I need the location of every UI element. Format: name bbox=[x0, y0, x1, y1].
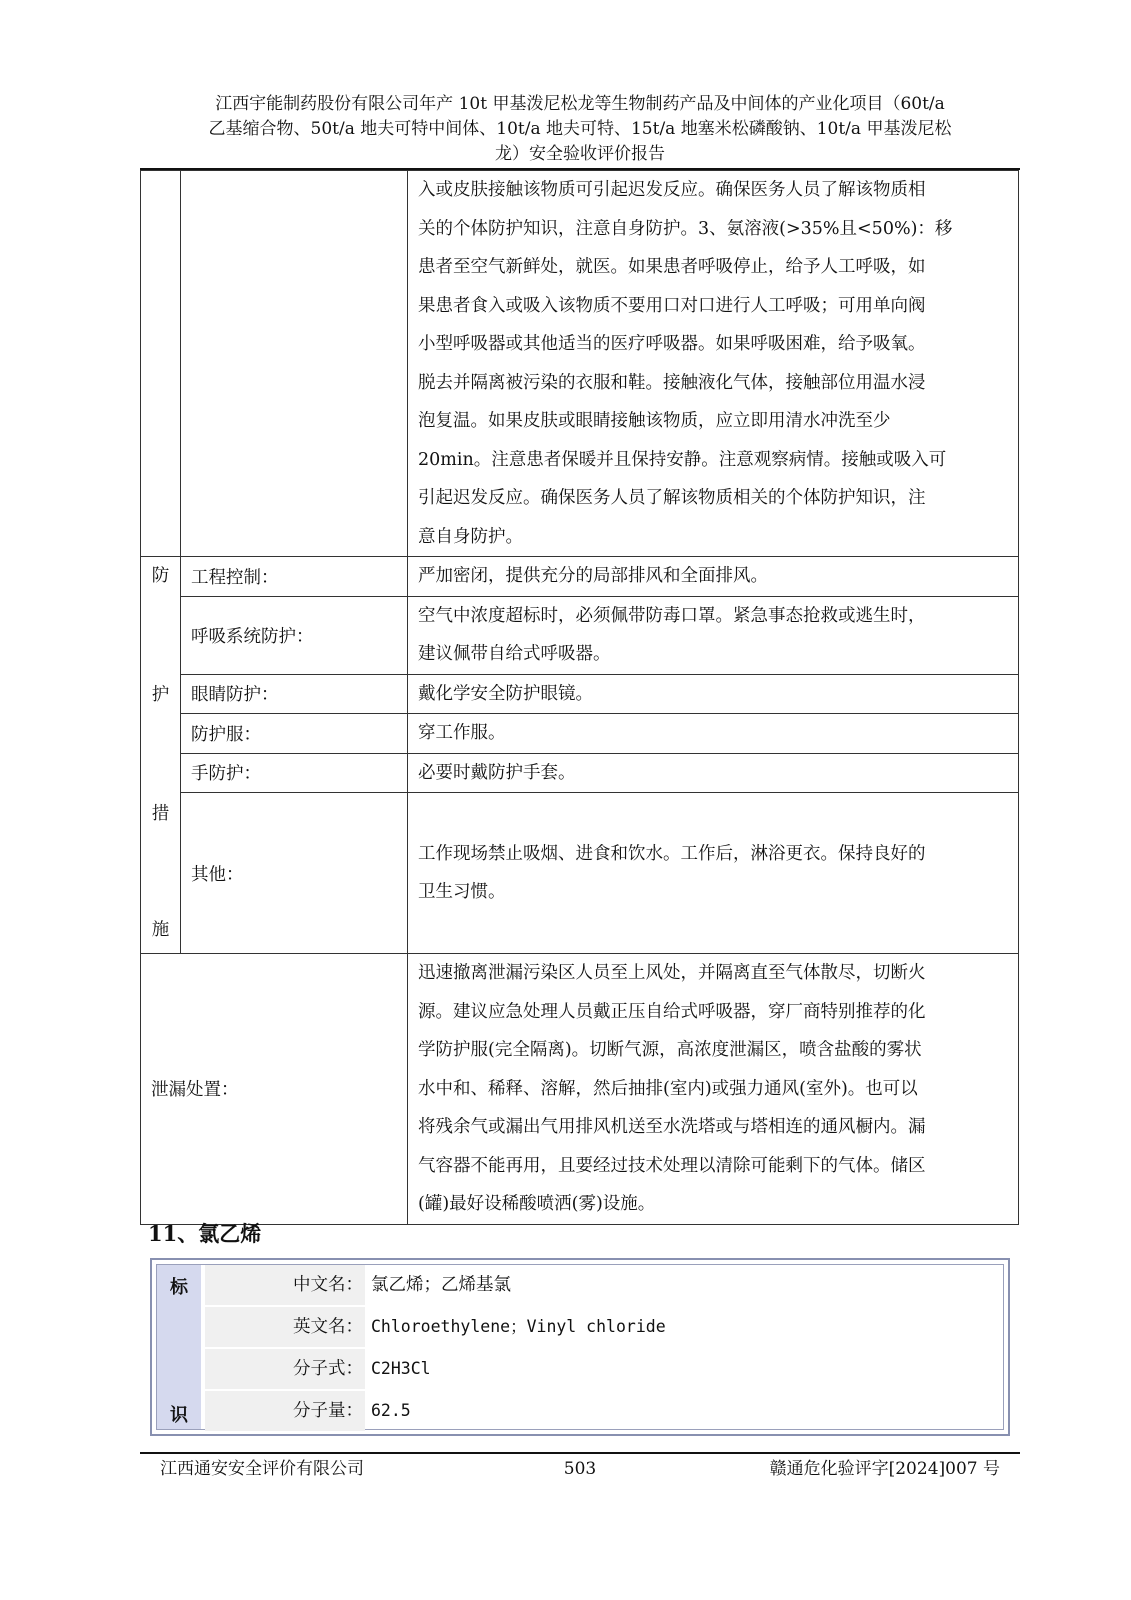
identification-value: 62.5 bbox=[371, 1401, 411, 1420]
side-char: 施 bbox=[151, 920, 170, 940]
text-line: 引起迟发反应。确保医务人员了解该物质相关的个体防护知识，注 bbox=[418, 488, 926, 508]
empty-cell bbox=[141, 171, 181, 557]
leak-handling-row bbox=[141, 954, 1019, 1225]
text-line: (罐)最好设稀酸喷洒(雾)设施。 bbox=[418, 1194, 656, 1214]
text-line: 泡复温。如果皮肤或眼睛接触该物质，应立即用清水冲洗至少 bbox=[418, 411, 891, 431]
protection-side-label bbox=[141, 557, 181, 954]
protection-value bbox=[408, 714, 1019, 754]
text-line: 卫生习惯。 bbox=[418, 882, 506, 902]
protection-row bbox=[141, 596, 1019, 674]
footer-company: 江西通安安全评价有限公司 bbox=[160, 1459, 364, 1479]
identification-label: 分子式： bbox=[205, 1349, 365, 1389]
text-line: 戴化学安全防护眼镜。 bbox=[418, 683, 593, 704]
text-line: 源。建议应急处理人员戴正压自给式呼吸器，穿厂商特别推荐的化 bbox=[418, 1001, 926, 1022]
protection-row bbox=[141, 793, 1019, 954]
side-char: 识 bbox=[170, 1405, 188, 1426]
identification-side-label bbox=[157, 1265, 201, 1429]
empty-cell bbox=[181, 171, 408, 557]
identification-label: 分子量： bbox=[205, 1391, 365, 1431]
identification-value: 氯乙烯；乙烯基氯 bbox=[371, 1275, 511, 1295]
protection-label: 眼睛防护： bbox=[181, 674, 408, 714]
text-line: 气容器不能再用，且要经过技术处理以清除可能剩下的气体。储区 bbox=[418, 1155, 926, 1176]
header-title-line: 江西宇能制药股份有限公司年产 10t 甲基泼尼松龙等生物制药产品及中间体的产业化项目（60t/a bbox=[215, 94, 945, 114]
text-line: 学防护服(完全隔离)。切断气源，高浓度泄漏区，喷含盐酸的雾状 bbox=[418, 1040, 922, 1060]
text-line: 工作现场禁止吸烟、进食和饮水。工作后，淋浴更衣。保持良好的 bbox=[418, 843, 926, 864]
leak-handling-text bbox=[408, 954, 1019, 1225]
protection-value bbox=[408, 596, 1019, 674]
identification-row bbox=[205, 1265, 1003, 1305]
protection-row bbox=[141, 674, 1019, 714]
header-title-line: 龙）安全验收评价报告 bbox=[495, 144, 665, 164]
identification-value: C2H3Cl bbox=[371, 1359, 431, 1378]
side-char: 防 bbox=[151, 566, 170, 586]
text-line: 患者至空气新鲜处，就医。如果患者呼吸停止，给予人工呼吸，如 bbox=[418, 257, 926, 277]
first-aid-text bbox=[408, 171, 1019, 557]
side-char: 标 bbox=[170, 1277, 188, 1298]
protection-value bbox=[408, 753, 1019, 793]
side-char: 护 bbox=[151, 685, 170, 705]
protection-row bbox=[141, 753, 1019, 793]
protection-label: 手防护： bbox=[181, 753, 408, 793]
text-line: 关的个体防护知识，注意自身防护。3、氨溶液(>35%且<50%)：移 bbox=[418, 218, 953, 239]
protection-value bbox=[408, 793, 1019, 954]
identification-row bbox=[205, 1307, 1003, 1347]
protection-value bbox=[408, 674, 1019, 714]
first-aid-row bbox=[141, 171, 1019, 557]
protection-label: 其他： bbox=[181, 793, 408, 954]
identification-row bbox=[205, 1391, 1003, 1431]
text-line: 水中和、稀释、溶解，然后抽排(室内)或强力通风(室外)。也可以 bbox=[418, 1078, 918, 1099]
leak-handling-label: 泄漏处置： bbox=[141, 954, 408, 1225]
safety-data-table bbox=[140, 170, 1019, 1225]
text-line: 意自身防护。 bbox=[418, 526, 523, 547]
header-title-line: 乙基缩合物、50t/a 地夫可特中间体、10t/a 地夫可特、15t/a 地塞米松磷酸钠、10t/a 甲基泼尼松 bbox=[208, 119, 952, 139]
identification-label: 英文名： bbox=[205, 1307, 365, 1347]
text-line: 空气中浓度超标时，必须佩带防毒口罩。紧急事态抢救或逃生时， bbox=[418, 605, 926, 626]
protection-label: 防护服： bbox=[181, 714, 408, 754]
text-line: 必要时戴防护手套。 bbox=[418, 762, 576, 783]
identification-label: 中文名： bbox=[205, 1265, 365, 1305]
page-number: 503 bbox=[563, 1459, 597, 1479]
text-line: 20min。注意患者保暖并且保持安静。注意观察病情。接触或吸入可 bbox=[418, 449, 947, 470]
identification-row bbox=[205, 1349, 1003, 1389]
text-line: 果患者食入或吸入该物质不要用口对口进行人工呼吸；可用单向阀 bbox=[418, 295, 926, 316]
protection-label: 工程控制： bbox=[181, 557, 408, 597]
protection-row bbox=[141, 557, 1019, 597]
protection-label: 呼吸系统防护： bbox=[181, 596, 408, 674]
side-char: 措 bbox=[151, 804, 170, 824]
page-footer bbox=[140, 1454, 1020, 1484]
text-line: 小型呼吸器或其他适当的医疗呼吸器。如果呼吸困难，给予吸氧。 bbox=[418, 334, 926, 354]
text-line: 建议佩带自给式呼吸器。 bbox=[418, 644, 611, 664]
footer-doc-number: 赣通危化验评字[2024]007 号 bbox=[769, 1459, 1000, 1479]
text-line: 脱去并隔离被污染的衣服和鞋。接触液化气体，接触部位用温水浸 bbox=[418, 372, 926, 393]
protection-value bbox=[408, 557, 1019, 597]
text-line: 严加密闭，提供充分的局部排风和全面排风。 bbox=[418, 566, 768, 586]
section-title: 11、氯乙烯 bbox=[148, 1221, 262, 1246]
protection-row bbox=[141, 714, 1019, 754]
identification-table bbox=[150, 1258, 1010, 1436]
text-line: 迅速撤离泄漏污染区人员至上风处，并隔离直至气体散尽，切断火 bbox=[418, 963, 926, 983]
text-line: 穿工作服。 bbox=[418, 723, 506, 743]
page-header bbox=[140, 92, 1020, 167]
identification-value: Chloroethylene；Vinyl chloride bbox=[371, 1317, 666, 1336]
text-line: 入或皮肤接触该物质可引起迟发反应。确保医务人员了解该物质相 bbox=[418, 180, 926, 200]
text-line: 将残余气或漏出气用排风机送至水洗塔或与塔相连的通风橱内。漏 bbox=[418, 1117, 926, 1137]
